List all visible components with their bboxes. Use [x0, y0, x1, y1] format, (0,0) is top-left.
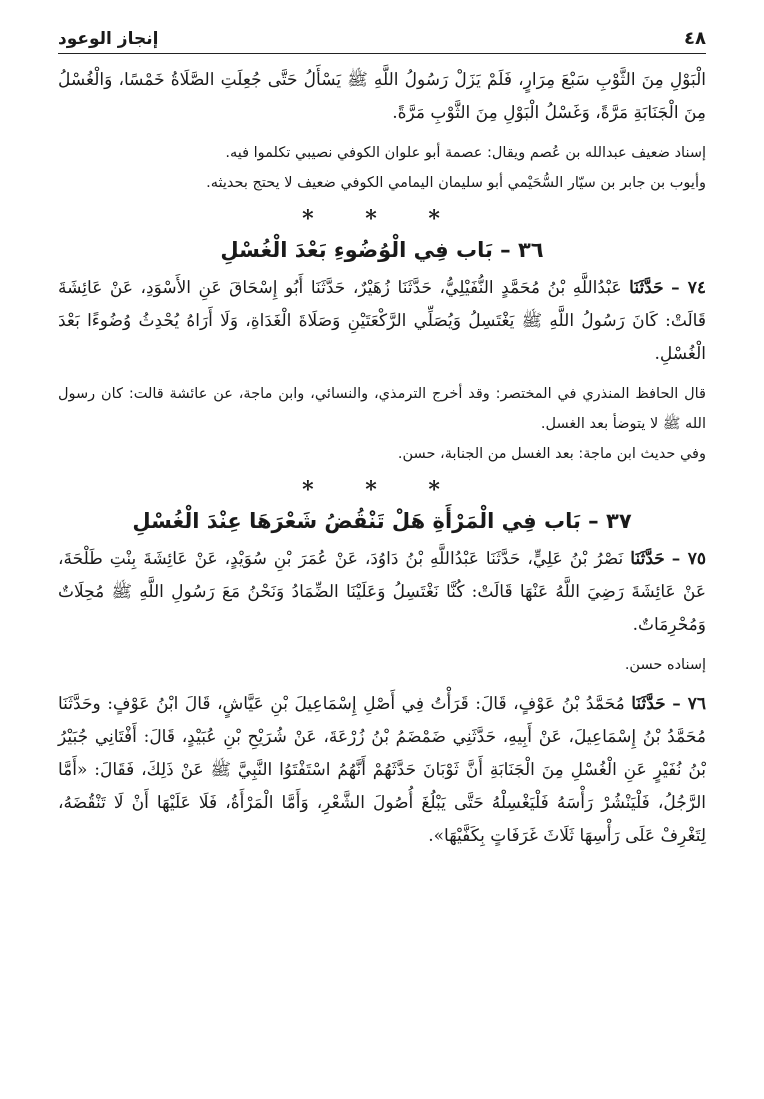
hadith-75	[58, 543, 706, 642]
page-number: ٤٨	[684, 28, 706, 49]
hadith-lead: حَدَّثَنَا	[629, 278, 664, 298]
hadith-text: نَصْرُ بْنُ عَلِيٍّ، حَدَّثَنَا عَبْدُاللَّهِ بْنُ دَاوُدَ، عَنْ عُمَرَ بْنِ سُوَيْدٍ، عَنْ عَائِشَةَ بِنْتِ طَلْحَةَ، عَنْ عَائِشَةَ رَضِيَ اللَّهُ عَنْهَا قَالَتْ: كُنَّا نَغْتَسِلُ وَعَلَيْنَا الضِّمَادُ وَنَحْنُ مَعَ رَسُولِ اللَّهِ ﷺ مُحِلَاتٌ وَمُحْرِمَاتٌ.	[58, 549, 706, 635]
book-page	[58, 28, 706, 1079]
hadith-number: ٧٦ –	[672, 694, 706, 714]
hadith-76	[58, 688, 706, 853]
chapter-heading-37: ٣٧ – بَاب فِي الْمَرْأَةِ هَلْ تَنْقُضُ شَعْرَهَا عِنْدَ الْغُسْلِ	[132, 509, 632, 533]
hadith-74	[58, 272, 706, 371]
section-separator: * * *	[302, 477, 462, 503]
isnad-note: إسناد ضعيف عبدالله بن عُصم ويقال: عصمة أبو علوان الكوفي نصيبي تكلموا فيه.	[225, 145, 706, 161]
hadith-text: عَبْدُاللَّهِ بْنُ مُحَمَّدٍ النُّفَيْلِيُّ، حَدَّثَنَا زُهَيْرٌ، حَدَّثَنَا أَبُو إِسْحَاقَ عَنِ الأَسْوَدِ، عَنْ عَائِشَةَ قَالَتْ: كَانَ رَسُولُ اللَّهِ ﷺ يَغْتَسِلُ وَيُصَلِّي الرَّكْعَتَيْنِ وَصَلَاةَ الْغَدَاةِ، وَلَا أَرَاهُ يُحْدِثُ وُضُوءًا بَعْدَ الْغُسْلِ.	[58, 278, 706, 364]
mundhiri-note: قال الحافظ المنذري في المختصر: وقد أخرج الترمذي، والنسائي، وابن ماجة، عن عائشة قالت: كان رسول الله ﷺ لا يتوضأ بعد الغسل.	[58, 386, 706, 432]
hadith-number: ٧٤ –	[671, 278, 706, 298]
hadith-text: مُحَمَّدُ بْنُ عَوْفٍ، قَالَ: قَرَأْتُ فِي أَصْلِ إِسْمَاعِيلَ بْنِ عَيَّاشٍ، قَالَ ابْنُ عَوْفٍ: وحَدَّثَنَا مُحَمَّدُ بْنُ إِسْمَاعِيلَ، عَنْ أَبِيهِ، حَدَّثَنِي ضَمْضَمُ بْنُ زُرْعَةَ، عَنْ شُرَيْحِ بْنِ عُبَيْدٍ، قَالَ: أَفْتَانِي جُبَيْرُ بْنُ نُفَيْرٍ عَنِ الْغُسْلِ مِنَ الْجَنَابَةِ أَنَّ ثَوْبَانَ حَدَّثَهُمْ أَنَّهُمُ اسْتَفْتَوُا النَّبِيَّ ﷺ عَنْ ذَلِكَ، فَقَالَ: «أَمَّا الرَّجُلُ، فَلْيَنْشُرْ رَأْسَهُ فَلْيَغْسِلْهُ حَتَّى يَبْلُغَ أُصُولَ الشَّعْرِ، وَأَمَّا الْمَرْأَةُ، فَلَا عَلَيْهَا أَنْ لَا تَنْقُضَهُ، لِتَغْرِفْ عَلَى رَأْسِهَا ثَلَاثَ غَرَفَاتٍ بِكَفَّيْهَا».	[58, 694, 706, 846]
hadith-number: ٧٥ –	[671, 549, 707, 569]
hadith-lead: حَدَّثَنَا	[630, 549, 665, 569]
chapter-heading-36: ٣٦ – بَاب فِي الْوُضُوءِ بَعْدَ الْغُسْلِ	[220, 238, 544, 262]
isnad-grade-note: إسناده حسن.	[624, 657, 706, 673]
book-title: إنجاز الوعود	[58, 29, 159, 49]
hadith-lead: حَدَّثَنَا	[631, 694, 666, 714]
running-header	[58, 28, 706, 54]
hadith-continuation: الْبَوْلِ مِنَ الثَّوْبِ سَبْعَ مِرَارٍ، فَلَمْ يَزَلْ رَسُولُ اللَّهِ ﷺ يَسْأَلُ حَتَّى جُعِلَتِ الصَّلَاةُ خَمْسًا، وَالْغُسْلُ مِنَ الْجَنَابَةِ مَرَّةً، وَغَسْلُ الْبَوْلِ مِنَ الثَّوْبِ مَرَّةً.	[58, 70, 706, 123]
narrator-note: وأيوب بن جابر بن سيّار السُّحَيْمي أبو سليمان اليمامي الكوفي ضعيف لا يحتج بحديثه.	[206, 175, 706, 191]
section-separator: * * *	[302, 206, 462, 232]
ibn-majah-note: وفي حديث ابن ماجة: بعد الغسل من الجنابة، حسن.	[397, 446, 706, 462]
